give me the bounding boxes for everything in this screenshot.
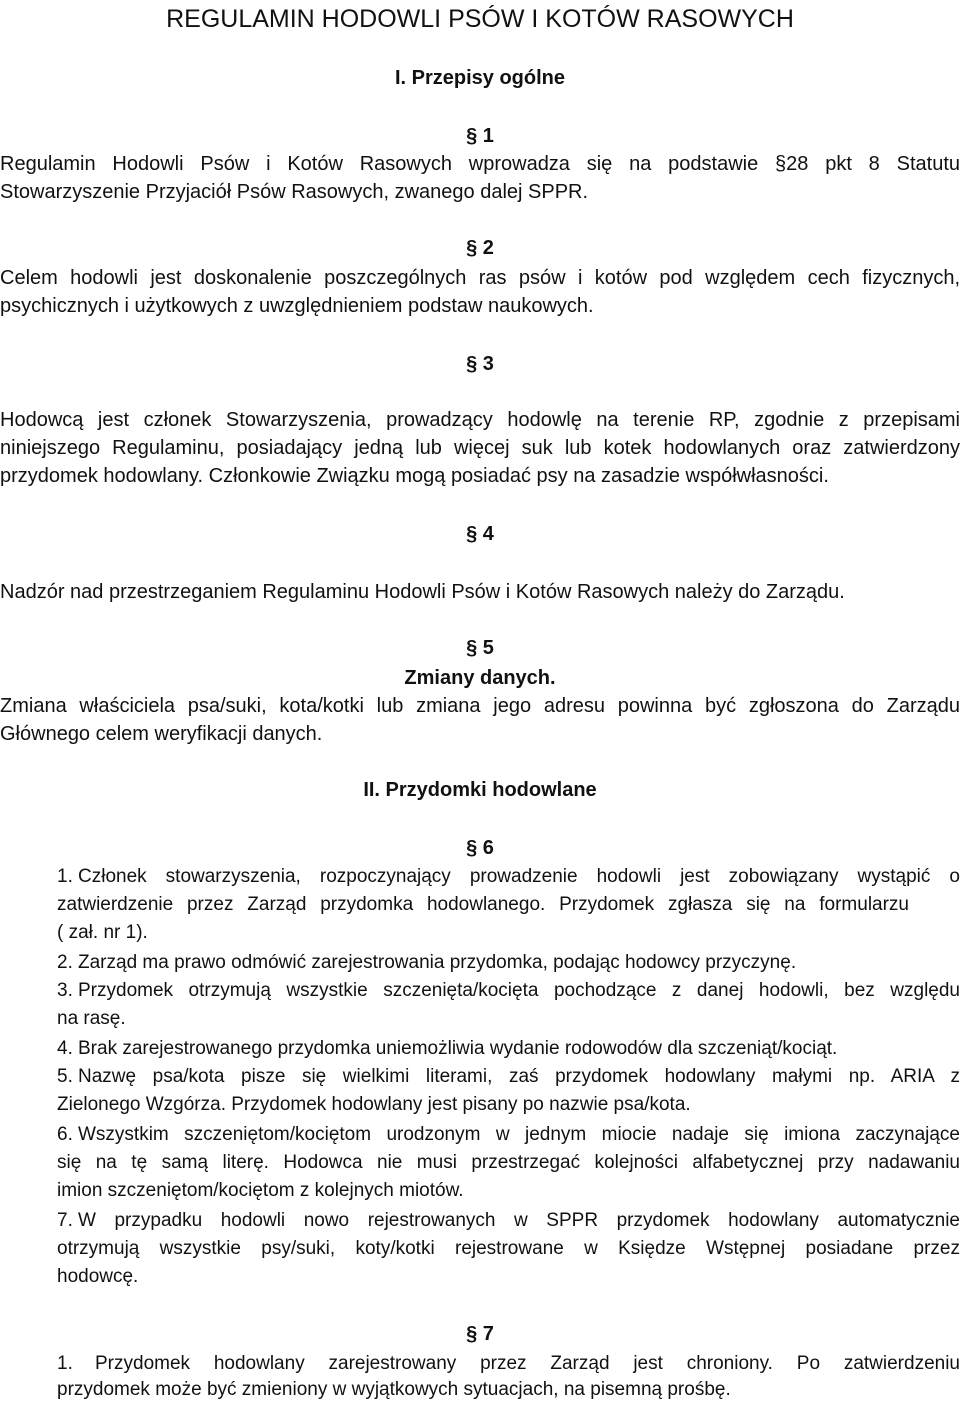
- section-3-line-3: przydomek hodowlany. Członkowie Związku mogą posiadać psy na zasadzie współwłasności.: [0, 465, 829, 487]
- list-item-line: ( zał. nr 1).: [57, 922, 148, 943]
- section-3-line-1: Hodowcą jest członek Stowarzyszenia, prowadzący hodowlę na terenie RP, zgodnie z przepisami: [0, 409, 960, 431]
- list-item-line: Zielonego Wzgórza. Przydomek hodowlany jest pisany po nazwie psa/kota.: [57, 1094, 691, 1115]
- section-heading-7: § 7: [466, 1323, 494, 1345]
- list-item-number: 3.: [57, 980, 73, 1001]
- section-heading-1: § 1: [466, 125, 494, 147]
- list-item-line: zatwierdzenie przez Zarząd przydomka hodowlanego. Przydomek zgłasza się na formularzu: [57, 894, 909, 915]
- chapter-heading-1: I. Przepisy ogólne: [394, 67, 566, 89]
- section-3-line-2: niniejszego Regulaminu, posiadający jedną lub więcej suk lub kotek hodowlanych oraz zatwierdzony: [0, 437, 960, 459]
- list-item-line: przydomek może być zmieniony w wyjątkowych sytuacjach, na pisemną prośbę.: [57, 1379, 731, 1400]
- section-2-line-1: Celem hodowli jest doskonalenie poszczególnych ras psów i kotów pod względem cech fizycznych,: [0, 267, 960, 289]
- list-item-line: Członek stowarzyszenia, rozpoczynający prowadzenie hodowli jest zobowiązany wystąpić o: [78, 866, 960, 887]
- list-item-number: 1.: [57, 866, 73, 887]
- list-item-number: 7.: [57, 1210, 73, 1231]
- section-4-line-1: Nadzór nad przestrzeganiem Regulaminu Hodowli Psów i Kotów Rasowych należy do Zarządu.: [0, 581, 845, 603]
- section-heading-2: § 2: [466, 237, 494, 259]
- chapter-heading-2: II. Przydomki hodowlane: [363, 779, 597, 801]
- list-item-line: Przydomek otrzymują wszystkie szczenięta/kocięta pochodzące z danej hodowli, bez względu: [78, 980, 960, 1001]
- section-heading-6: § 6: [466, 837, 494, 859]
- list-item-line: imion szczeniętom/kociętom z kolejnych miotów.: [57, 1180, 464, 1201]
- section-1-line-1: Regulamin Hodowli Psów i Kotów Rasowych wprowadza się na podstawie §28 pkt 8 Statutu: [0, 153, 960, 175]
- list-item-line: Brak zarejestrowanego przydomka uniemożliwia wydanie rodowodów dla szczeniąt/kociąt.: [78, 1038, 838, 1059]
- section-heading-5: § 5: [466, 637, 494, 659]
- section-heading-4: § 4: [466, 523, 494, 545]
- list-item-line: Przydomek hodowlany zarejestrowany przez Zarząd jest chroniony. Po zatwierdzeniu: [95, 1353, 960, 1374]
- list-item-line: W przypadku hodowli nowo rejestrowanych w SPPR przydomek hodowlany automatycznie: [78, 1210, 960, 1231]
- list-item-line: Zarząd ma prawo odmówić zarejestrowania przydomka, podając hodowcy przyczynę.: [78, 952, 797, 973]
- list-item-number: 5.: [57, 1066, 73, 1087]
- section-1-line-2: Stowarzyszenie Przyjaciół Psów Rasowych, zwanego dalej SPPR.: [0, 181, 589, 203]
- list-item-number: 6.: [57, 1124, 73, 1145]
- list-item-line: hodowcę.: [57, 1266, 139, 1287]
- list-item-line: na rasę.: [57, 1008, 126, 1029]
- list-item-line: Wszystkim szczeniętom/kociętom urodzonym w jednym miocie nadaje się imiona zaczynające: [78, 1124, 960, 1145]
- list-item-line: Nazwę psa/kota pisze się wielkimi literami, zaś przydomek hodowlany małymi np. ARIA z: [78, 1066, 960, 1087]
- section-heading-3: § 3: [466, 353, 494, 375]
- list-item-number: 4.: [57, 1038, 73, 1059]
- list-item-number: 2.: [57, 952, 73, 973]
- section-5-line-1: Zmiana właściciela psa/suki, kota/kotki lub zmiana jego adresu powinna być zgłoszona do Zarządu: [0, 695, 960, 717]
- list-item-line: się na tę samą literę. Hodowca nie musi przestrzegać kolejności alfabetycznej przy nadawaniu: [57, 1152, 960, 1173]
- list-item-number: 1.: [57, 1353, 73, 1374]
- section-5-line-2: Głównego celem weryfikacji danych.: [0, 723, 323, 745]
- section-5-subheading: Zmiany danych.: [404, 667, 556, 689]
- section-2-line-2: psychicznych i użytkowych z uwzględnieniem podstaw naukowych.: [0, 295, 594, 317]
- list-item-line: otrzymują wszystkie psy/suki, koty/kotki rejestrowane w Księdze Wstępnej posiadane przez: [57, 1238, 960, 1259]
- document-title: REGULAMIN HODOWLI PSÓW I KOTÓW RASOWYCH: [166, 5, 794, 33]
